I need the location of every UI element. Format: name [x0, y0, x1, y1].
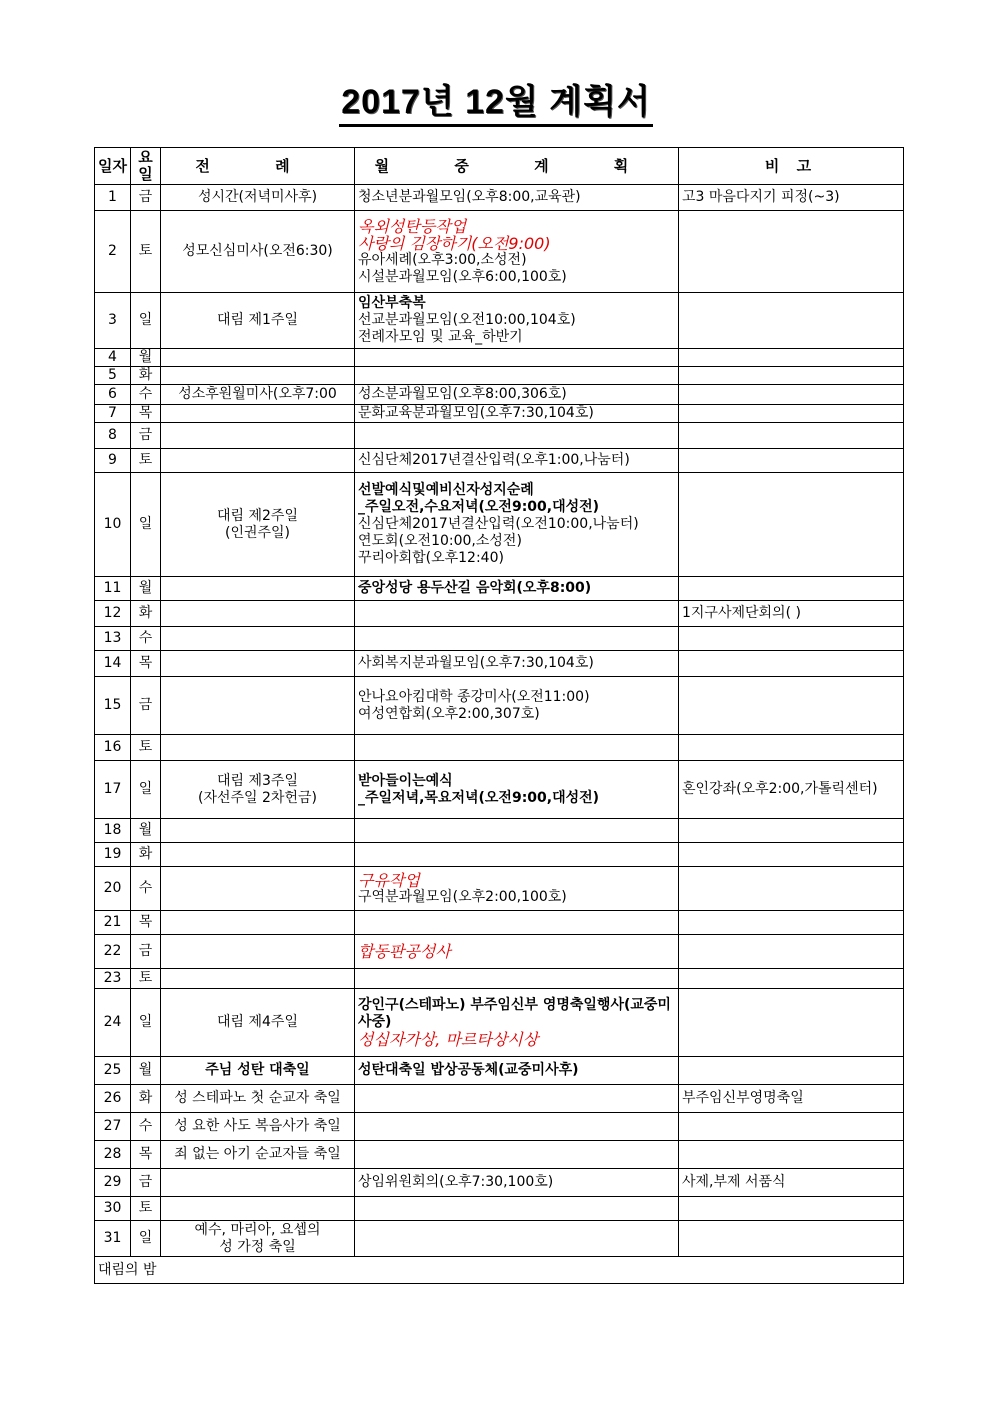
liturgy-cell: [161, 577, 355, 601]
note-cell: 혼인강좌(오후2:00,가톨릭센터): [679, 761, 904, 819]
plan-cell: [355, 627, 679, 651]
note-cell: 고3 마음다지기 피정(~3): [679, 185, 904, 211]
note-cell: [679, 211, 904, 293]
plan-cell: [355, 843, 679, 867]
date-cell: 21: [95, 911, 131, 935]
liturgy-line: 성모신심미사(오전6:30): [182, 243, 333, 259]
liturgy-cell: [161, 819, 355, 843]
liturgy-cell: [161, 367, 355, 385]
plan-line: 청소년분과월모임(오후8:00,교육관): [358, 189, 581, 205]
note-cell: [679, 843, 904, 867]
note-cell: [679, 735, 904, 761]
note-cell: [679, 1057, 904, 1085]
note-cell: [679, 627, 904, 651]
plan-cell: [355, 989, 679, 1057]
weekday-cell: 금: [131, 677, 161, 735]
note-cell: [679, 819, 904, 843]
weekday-cell: 수: [131, 627, 161, 651]
liturgy-cell: [161, 989, 355, 1057]
plan-cell: [355, 385, 679, 405]
note-cell: [679, 1197, 904, 1221]
weekday-cell: 일: [131, 989, 161, 1057]
note-cell: [679, 911, 904, 935]
liturgy-cell: [161, 473, 355, 577]
note-cell: [679, 989, 904, 1057]
weekday-cell: 일: [131, 1221, 161, 1257]
date-cell: 10: [95, 473, 131, 577]
table-row: [95, 627, 904, 651]
weekday-cell: 화: [131, 843, 161, 867]
liturgy-cell: [161, 601, 355, 627]
liturgy-line: 죄 없는 아기 순교자들 축일: [174, 1146, 341, 1162]
weekday-cell: 일: [131, 761, 161, 819]
header-weekday: 요일: [131, 148, 161, 185]
date-cell: 1: [95, 185, 131, 211]
table-row: [95, 601, 904, 627]
plan-line: 성소분과월모임(오후8:00,306호): [358, 386, 567, 402]
note-cell: [679, 405, 904, 423]
liturgy-cell: [161, 935, 355, 969]
note-cell: [679, 1221, 904, 1257]
plan-cell: [355, 601, 679, 627]
plan-cell: [355, 735, 679, 761]
liturgy-cell: [161, 761, 355, 819]
liturgy-line: 성 스테파노 첫 순교자 축일: [174, 1090, 341, 1106]
date-cell: 24: [95, 989, 131, 1057]
weekday-cell: 토: [131, 969, 161, 989]
plan-line: 성십자가상, 마르타상시상: [358, 1030, 539, 1049]
liturgy-line: 성소후원월미사(오후7:00: [178, 386, 337, 402]
table-row: [95, 1197, 904, 1221]
weekday-cell: 금: [131, 1169, 161, 1197]
table-row: [95, 843, 904, 867]
date-cell: 29: [95, 1169, 131, 1197]
liturgy-cell: [161, 423, 355, 449]
table-row: [95, 385, 904, 405]
title-wrap: [0, 82, 992, 127]
plan-line: 전례자모임 및 교육_하반기: [358, 329, 523, 345]
plan-line: 구유작업: [358, 870, 420, 890]
note-cell: [679, 969, 904, 989]
liturgy-cell: [161, 449, 355, 473]
note-cell: [679, 367, 904, 385]
note-cell: [679, 651, 904, 677]
table-row: [95, 651, 904, 677]
weekday-cell: 수: [131, 385, 161, 405]
plan-line: 임산부축복: [358, 295, 426, 311]
plan-line: 중앙성당 용두산길 음악회(오후8:00): [358, 580, 592, 596]
plan-line: 성탄대축일 밥상공동체(교중미사후): [358, 1062, 579, 1078]
plan-line: 강인구(스테파노) 부주임신부 영명축일행사(교중미사중): [358, 997, 671, 1030]
plan-line: _주일오전,수요저녁(오전9:00,대성전): [358, 499, 600, 515]
date-cell: 12: [95, 601, 131, 627]
table-row: [95, 761, 904, 819]
plan-line: 문화교육분과월모임(오후7:30,104호): [358, 405, 594, 421]
plan-cell: [355, 1057, 679, 1085]
date-cell: 30: [95, 1197, 131, 1221]
liturgy-cell: [161, 651, 355, 677]
note-cell: 부주임신부영명축일: [679, 1085, 904, 1113]
date-cell: 8: [95, 423, 131, 449]
liturgy-line: 성 가정 축일: [219, 1238, 296, 1255]
date-cell: 23: [95, 969, 131, 989]
plan-line: 안나요아킴대학 종강미사(오전11:00): [358, 688, 590, 705]
table-row: [95, 969, 904, 989]
plan-line: 합동판공성사: [358, 942, 451, 961]
plan-cell: [355, 677, 679, 735]
weekday-cell: 화: [131, 1085, 161, 1113]
plan-cell: [355, 935, 679, 969]
plan-cell: [355, 761, 679, 819]
table-row: [95, 473, 904, 577]
plan-cell: [355, 577, 679, 601]
liturgy-line: 대림 제2주일: [217, 507, 298, 524]
weekday-cell: 월: [131, 819, 161, 843]
table-row: [95, 1221, 904, 1257]
date-cell: 3: [95, 293, 131, 349]
plan-cell: [355, 185, 679, 211]
weekday-cell: 목: [131, 651, 161, 677]
plan-cell: [355, 969, 679, 989]
weekday-cell: 수: [131, 1113, 161, 1141]
liturgy-cell: [161, 627, 355, 651]
liturgy-cell: [161, 843, 355, 867]
liturgy-line: 대림 제4주일: [217, 1014, 298, 1030]
plan-cell: [355, 819, 679, 843]
note-cell: [679, 935, 904, 969]
plan-line: _주일저녁,목요저녁(오전9:00,대성전): [358, 789, 600, 806]
table-row: [95, 735, 904, 761]
plan-cell: [355, 349, 679, 367]
plan-cell: [355, 1169, 679, 1197]
date-cell: 31: [95, 1221, 131, 1257]
note-cell: 사제,부제 서품식: [679, 1169, 904, 1197]
table-row: [95, 211, 904, 293]
note-cell: [679, 867, 904, 911]
date-cell: 27: [95, 1113, 131, 1141]
table-row: [95, 367, 904, 385]
plan-line: 연도회(오전10:00,소성전): [358, 533, 522, 549]
plan-line: 선발예식및예비신자성지순례: [358, 482, 534, 498]
plan-line: 유아세례(오후3:00,소성전): [358, 251, 527, 268]
liturgy-cell: [161, 1221, 355, 1257]
liturgy-cell: [161, 185, 355, 211]
liturgy-cell: [161, 735, 355, 761]
plan-cell: [355, 1221, 679, 1257]
table-row: [95, 423, 904, 449]
note-cell: [679, 577, 904, 601]
header-date: 일자: [95, 148, 131, 185]
plan-line: 꾸리아회합(오후12:40): [358, 550, 504, 566]
weekday-cell: 목: [131, 405, 161, 423]
plan-line: 상임위원회의(오후7:30,100호): [358, 1174, 554, 1190]
weekday-cell: 토: [131, 211, 161, 293]
note-cell: [679, 473, 904, 577]
plan-cell: [355, 423, 679, 449]
weekday-cell: 월: [131, 349, 161, 367]
weekday-cell: 목: [131, 911, 161, 935]
header-row: [95, 148, 904, 185]
plan-cell: [355, 449, 679, 473]
table-row: [95, 1169, 904, 1197]
weekday-cell: 금: [131, 423, 161, 449]
note-cell: 1지구사제단회의( ): [679, 601, 904, 627]
note-cell: [679, 1113, 904, 1141]
date-cell: 14: [95, 651, 131, 677]
note-cell: [679, 385, 904, 405]
liturgy-cell: [161, 1197, 355, 1221]
plan-cell: [355, 473, 679, 577]
date-cell: 6: [95, 385, 131, 405]
table-row: [95, 677, 904, 735]
weekday-cell: 일: [131, 473, 161, 577]
weekday-cell: 토: [131, 735, 161, 761]
date-cell: 4: [95, 349, 131, 367]
plan-line: 사랑의 김장하기(오전9:00): [358, 233, 551, 253]
weekday-cell: 수: [131, 867, 161, 911]
liturgy-cell: [161, 293, 355, 349]
liturgy-cell: [161, 405, 355, 423]
date-cell: 20: [95, 867, 131, 911]
date-cell: 7: [95, 405, 131, 423]
date-cell: 2: [95, 211, 131, 293]
plan-line: 사회복지분과월모임(오후7:30,104호): [358, 655, 594, 671]
note-cell: [679, 677, 904, 735]
liturgy-cell: [161, 1057, 355, 1085]
note-cell: [679, 293, 904, 349]
date-cell: 5: [95, 367, 131, 385]
footer-row: [95, 1257, 904, 1284]
plan-line: 신심단체2017년결산입력(오전10:00,나눔터): [358, 516, 639, 532]
date-cell: 17: [95, 761, 131, 819]
plan-cell: [355, 651, 679, 677]
table-row: [95, 989, 904, 1057]
plan-cell: [355, 1141, 679, 1169]
liturgy-line: 성 요한 사도 복음사가 축일: [174, 1118, 341, 1134]
plan-cell: [355, 211, 679, 293]
weekday-cell: 화: [131, 601, 161, 627]
date-cell: 13: [95, 627, 131, 651]
plan-table: [94, 147, 904, 1284]
plan-line: 받아들이는예식: [358, 772, 453, 789]
date-cell: 25: [95, 1057, 131, 1085]
liturgy-cell: [161, 1085, 355, 1113]
note-cell: [679, 449, 904, 473]
plan-cell: [355, 1085, 679, 1113]
page-title: 2017년 12월 계획서: [339, 82, 653, 127]
liturgy-cell: [161, 349, 355, 367]
liturgy-line: 대림 제1주일: [217, 312, 298, 328]
plan-cell: [355, 405, 679, 423]
liturgy-cell: [161, 385, 355, 405]
plan-line: 신심단체2017년결산입력(오후1:00,나눔터): [358, 452, 630, 468]
table-row: [95, 867, 904, 911]
table-row: [95, 1057, 904, 1085]
liturgy-line: 대림 제3주일: [217, 772, 298, 789]
liturgy-line: 주님 성탄 대축일: [205, 1062, 310, 1078]
date-cell: 18: [95, 819, 131, 843]
table-row: [95, 935, 904, 969]
note-cell: [679, 1141, 904, 1169]
date-cell: 11: [95, 577, 131, 601]
weekday-cell: 월: [131, 1057, 161, 1085]
footer-note: 대림의 밤: [95, 1257, 904, 1284]
table-row: [95, 577, 904, 601]
date-cell: 26: [95, 1085, 131, 1113]
liturgy-line: 성시간(저녁미사후): [197, 189, 318, 205]
liturgy-line: (자선주일 2차헌금): [198, 789, 317, 806]
weekday-cell: 금: [131, 935, 161, 969]
table-row: [95, 185, 904, 211]
weekday-cell: 화: [131, 367, 161, 385]
table-row: [95, 349, 904, 367]
weekday-cell: 토: [131, 449, 161, 473]
liturgy-cell: [161, 911, 355, 935]
table-row: [95, 1085, 904, 1113]
weekday-cell: 목: [131, 1141, 161, 1169]
liturgy-cell: [161, 1169, 355, 1197]
weekday-cell: 월: [131, 577, 161, 601]
date-cell: 28: [95, 1141, 131, 1169]
plan-cell: [355, 293, 679, 349]
date-cell: 22: [95, 935, 131, 969]
table-row: [95, 819, 904, 843]
table-row: [95, 911, 904, 935]
plan-line: 구역분과월모임(오후2:00,100호): [358, 888, 567, 905]
table-body: [95, 185, 904, 1257]
plan-line: 옥외성탄등작업: [358, 216, 467, 236]
liturgy-line: (인권주일): [224, 524, 291, 541]
table-row: [95, 293, 904, 349]
table-row: [95, 405, 904, 423]
plan-cell: [355, 867, 679, 911]
plan-line: 시설분과월모임(오후6:00,100호): [358, 268, 567, 285]
plan-line: 여성연합회(오후2:00,307호): [358, 705, 540, 722]
plan-cell: [355, 1197, 679, 1221]
note-cell: [679, 349, 904, 367]
table-row: [95, 449, 904, 473]
liturgy-line: 예수, 마리아, 요셉의: [194, 1221, 321, 1238]
liturgy-cell: [161, 969, 355, 989]
note-cell: [679, 423, 904, 449]
plan-cell: [355, 367, 679, 385]
weekday-cell: 토: [131, 1197, 161, 1221]
date-cell: 9: [95, 449, 131, 473]
weekday-cell: 금: [131, 185, 161, 211]
table-row: [95, 1113, 904, 1141]
date-cell: 15: [95, 677, 131, 735]
plan-cell: [355, 1113, 679, 1141]
weekday-cell: 일: [131, 293, 161, 349]
liturgy-cell: [161, 211, 355, 293]
plan-cell: [355, 911, 679, 935]
liturgy-cell: [161, 677, 355, 735]
table-row: [95, 1141, 904, 1169]
date-cell: 19: [95, 843, 131, 867]
liturgy-cell: [161, 867, 355, 911]
liturgy-cell: [161, 1141, 355, 1169]
header-note: 비 고: [679, 148, 904, 185]
date-cell: 16: [95, 735, 131, 761]
header-plan: 월 중 계 획: [355, 148, 679, 185]
header-liturgy: 전 례: [161, 148, 355, 185]
plan-line: 선교분과월모임(오전10:00,104호): [358, 312, 576, 328]
liturgy-cell: [161, 1113, 355, 1141]
